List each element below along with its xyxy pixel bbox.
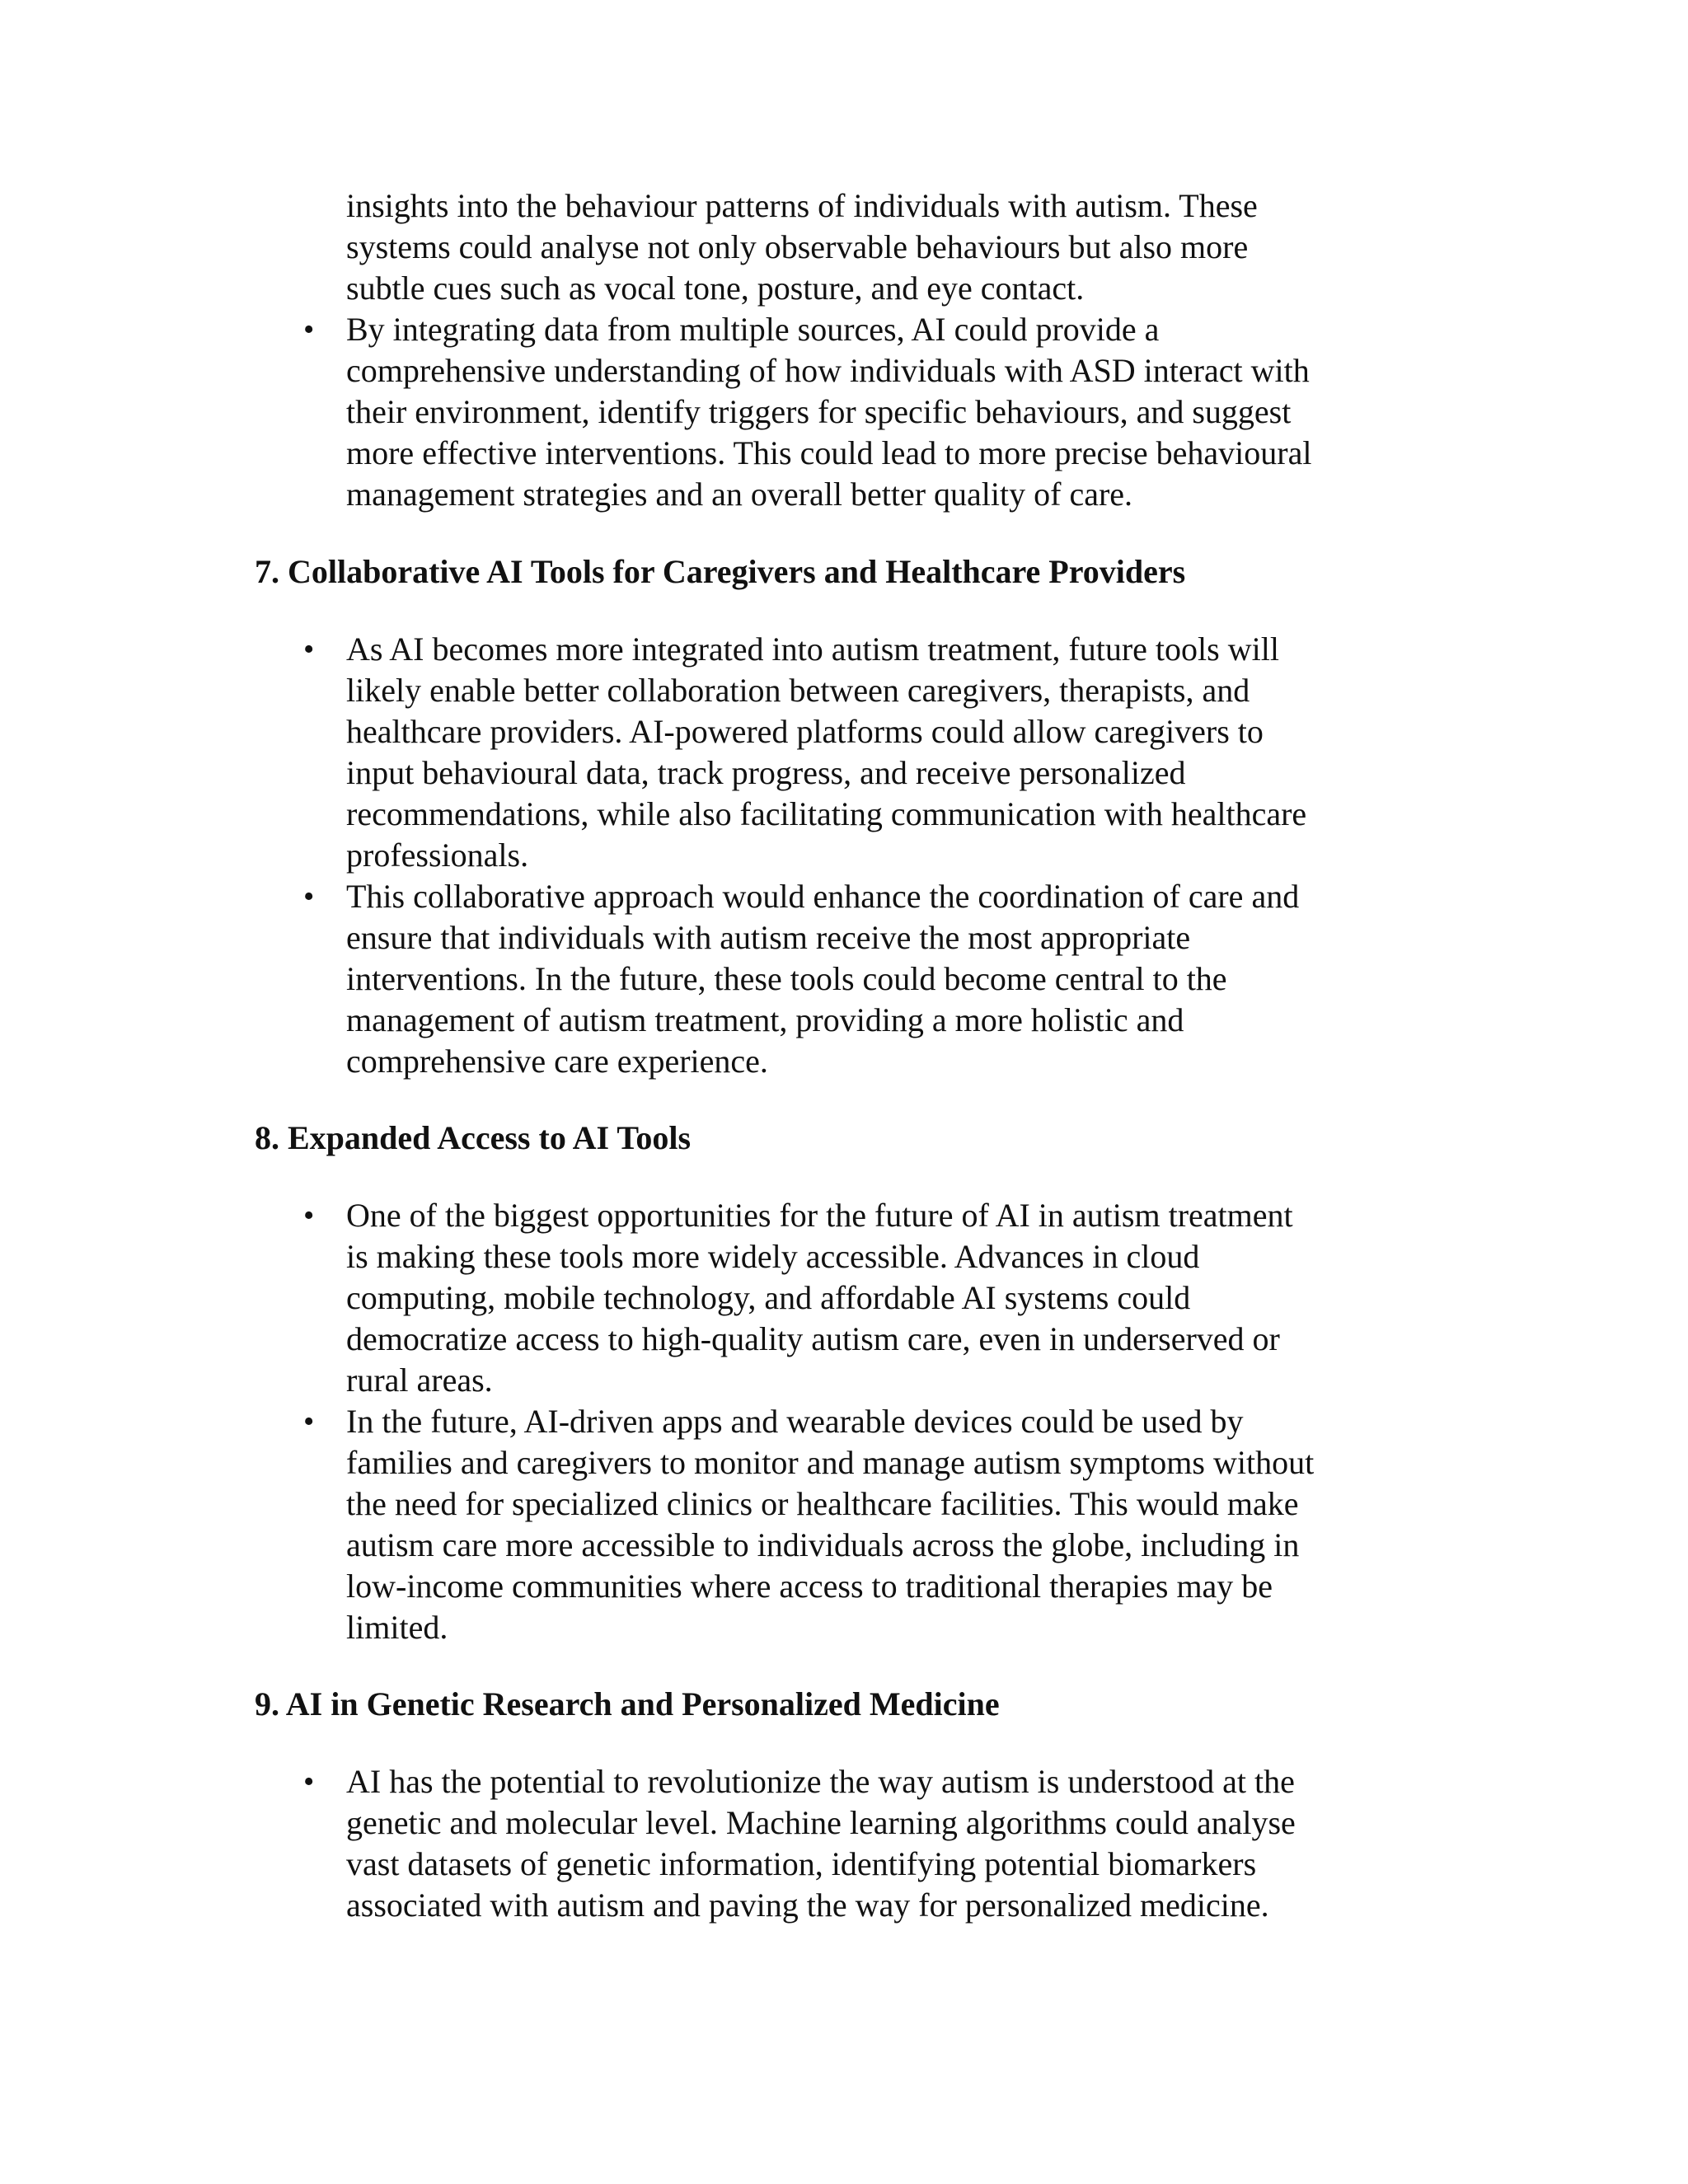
list-item: [0, 1195, 1688, 1401]
list-item: [0, 1761, 1688, 1926]
section-list: [0, 1761, 1688, 1926]
list-item: [0, 309, 1688, 515]
bullet-icon: •: [303, 879, 315, 914]
bullet-icon: •: [303, 312, 315, 347]
bullet-text: insights into the behaviour patterns of individuals with autism. These systems could analyse not only observable behaviours but also more subtle cues such as vocal tone, posture, and eye contact.: [346, 187, 1258, 307]
bullet-text: In the future, AI-driven apps and wearable devices could be used by families and caregivers to monitor and manage autism symptoms without the need for specialized clinics or healthcare facilities. This would make autism care more accessible to individuals across the globe, including in low-income communities where access to traditional therapies may be limited.: [346, 1403, 1315, 1646]
section-heading: 8. Expanded Access to AI Tools: [255, 1119, 692, 1156]
bullet-icon: •: [303, 1765, 315, 1799]
list-item: [0, 876, 1688, 1082]
bullet-icon: •: [303, 1404, 315, 1439]
list-item: [0, 1401, 1688, 1648]
bullet-icon: •: [303, 1198, 315, 1233]
bullet-text: By integrating data from multiple sources, AI could provide a comprehensive understanding of how individuals with ASD interact with their environment, identify triggers for specific behaviours, and suggest more effective interventions. This could lead to more precise behavioural management strategies and an overall better quality of care.: [346, 311, 1312, 513]
list-item-continuation: [0, 185, 1688, 309]
section-list: [0, 1195, 1688, 1648]
section-list: [0, 629, 1688, 1082]
section-heading: 9. AI in Genetic Research and Personalized Medicine: [255, 1685, 1000, 1722]
bullet-icon: •: [303, 632, 315, 667]
intro-list: [0, 185, 1688, 515]
bullet-text: One of the biggest opportunities for the future of AI in autism treatment is making these tools more widely accessible. Advances in cloud computing, mobile technology, and affordable AI systems could democratize access to high-quality autism care, even in underserved or rural areas.: [346, 1197, 1293, 1399]
section-heading: 7. Collaborative AI Tools for Caregivers and Healthcare Providers: [255, 553, 1186, 590]
list-item: [0, 629, 1688, 876]
bullet-text: As AI becomes more integrated into autism treatment, future tools will likely enable better collaboration between caregivers, therapists, and healthcare providers. AI-powered platforms could allow caregivers to input behavioural data, track progress, and receive personalized recommendations, while also facilitating communication with healthcare professionals.: [346, 630, 1307, 874]
bullet-text: This collaborative approach would enhance the coordination of care and ensure that individuals with autism receive the most appropriate interventions. In the future, these tools could become central to the management of autism treatment, providing a more holistic and comprehensive care experience.: [346, 878, 1300, 1080]
bullet-text: AI has the potential to revolutionize the way autism is understood at the genetic and molecular level. Machine learning algorithms could analyse vast datasets of genetic information, identifying potential biomarkers associated with autism and paving the way for personalized medicine.: [346, 1763, 1296, 1924]
